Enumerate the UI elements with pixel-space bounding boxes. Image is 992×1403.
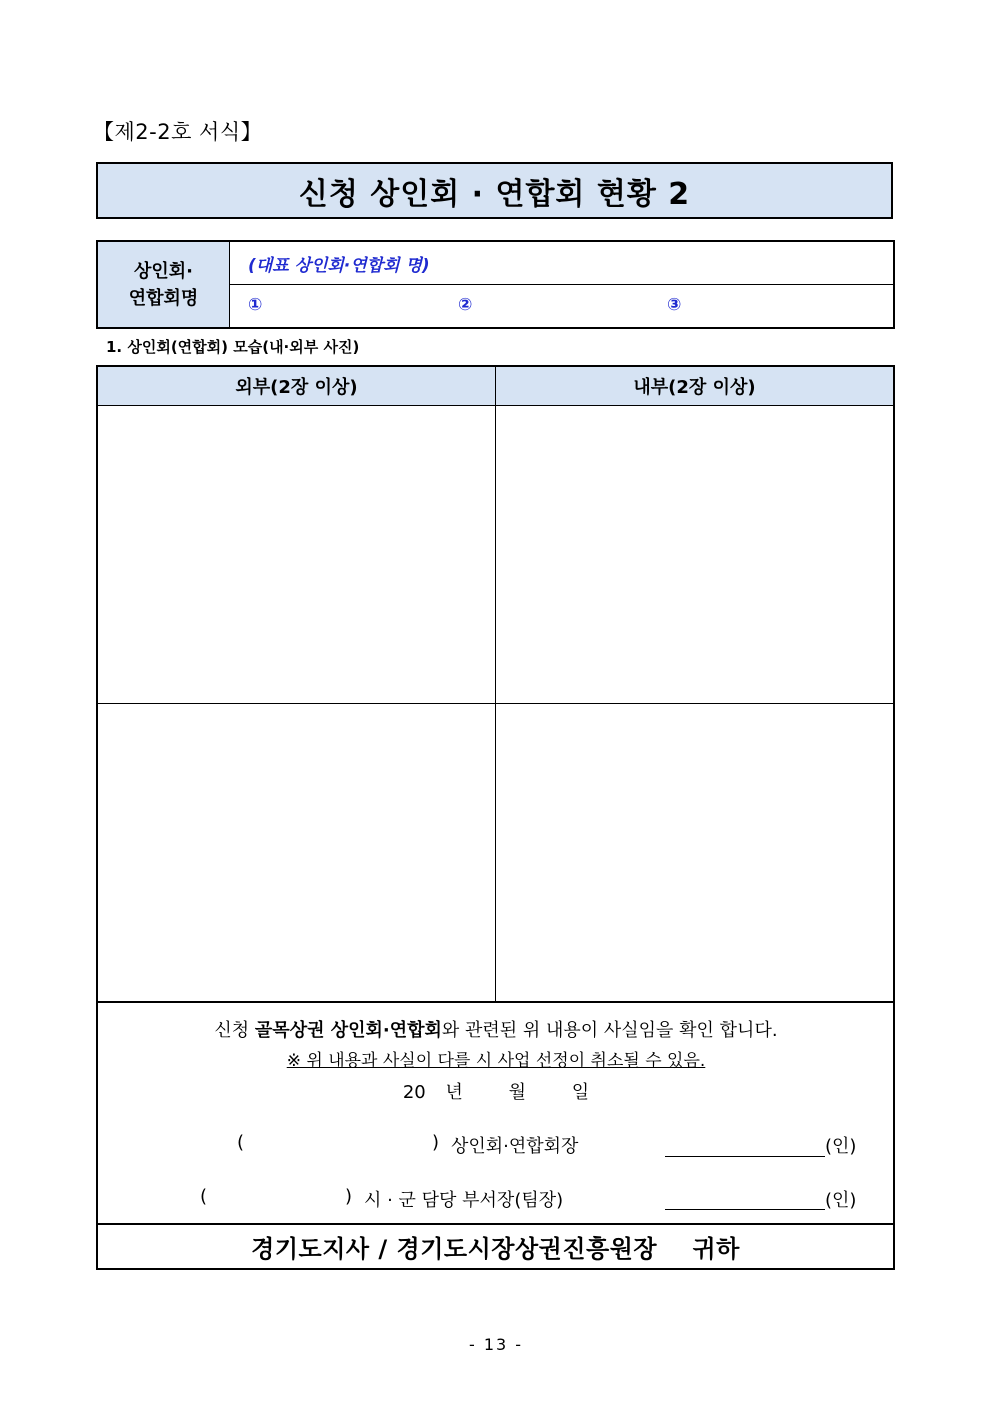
date-line — [0, 1078, 992, 1104]
signature2-seal: (인) — [825, 1190, 857, 1211]
signature1-role: 상인회·연합회장 — [451, 1136, 579, 1157]
confirmation-prefix: 신청 — [214, 1020, 255, 1041]
day-label: 일 — [571, 1082, 590, 1103]
interior-column-header: 내부(2장 이상) — [496, 366, 895, 406]
interior-photo-slot-1[interactable] — [496, 406, 895, 704]
year-prefix: 20 — [402, 1082, 426, 1103]
page-number: - 13 - — [468, 1335, 524, 1354]
association-name-table — [96, 240, 895, 329]
exterior-column-header: 외부(2장 이상) — [97, 366, 496, 406]
signature1-line[interactable] — [665, 1155, 825, 1157]
confirmation-note-row — [0, 1046, 992, 1071]
year-label: 년 — [445, 1082, 463, 1103]
section-1-label: 1. 상인회(연합회) 모습(내·외부 사진) — [106, 338, 360, 356]
signature2-open-paren: ( — [200, 1186, 208, 1207]
association-name-label-line1: 상인회· — [133, 260, 193, 282]
month-label: 월 — [508, 1082, 527, 1103]
signature2-line[interactable] — [665, 1208, 825, 1210]
signature2-close-paren: ) — [345, 1186, 353, 1207]
signature2-role: 시 · 군 담당 부서장(팀장) — [364, 1190, 564, 1211]
association-name-label-line2: 연합회명 — [128, 287, 199, 309]
document-title: 신청 상인회 · 연합회 현황 2 — [96, 162, 893, 219]
member-associations-field[interactable] — [230, 285, 895, 329]
signature1-open-paren: ( — [237, 1132, 245, 1153]
confirmation-statement — [0, 1016, 992, 1042]
confirmation-suffix: 와 관련된 위 내용이 사실임을 확인 합니다. — [441, 1020, 778, 1041]
addressee: 경기도지사 / 경기도시장상권진흥원장 귀하 — [96, 1223, 895, 1270]
confirmation-bold: 골목상권 상인회·연합회 — [254, 1020, 442, 1041]
exterior-photo-slot-1[interactable] — [97, 406, 496, 704]
member-number-3: ③ — [667, 295, 682, 315]
representative-name-field[interactable]: (대표 상인회·연합회 명) — [230, 241, 895, 285]
member-number-2: ② — [458, 295, 473, 315]
signature1-close-paren: ) — [432, 1132, 440, 1153]
confirmation-note: ※ 위 내용과 사실이 다를 시 사업 선정이 취소될 수 있음. — [286, 1051, 706, 1071]
association-name-label — [97, 241, 230, 328]
member-number-1: ① — [248, 295, 263, 315]
photo-table — [96, 365, 895, 1003]
exterior-photo-slot-2[interactable] — [97, 704, 496, 1003]
signature1-seal: (인) — [825, 1136, 857, 1157]
interior-photo-slot-2[interactable] — [496, 704, 895, 1003]
form-number-label: 【제2-2호 서식】 — [93, 120, 263, 144]
